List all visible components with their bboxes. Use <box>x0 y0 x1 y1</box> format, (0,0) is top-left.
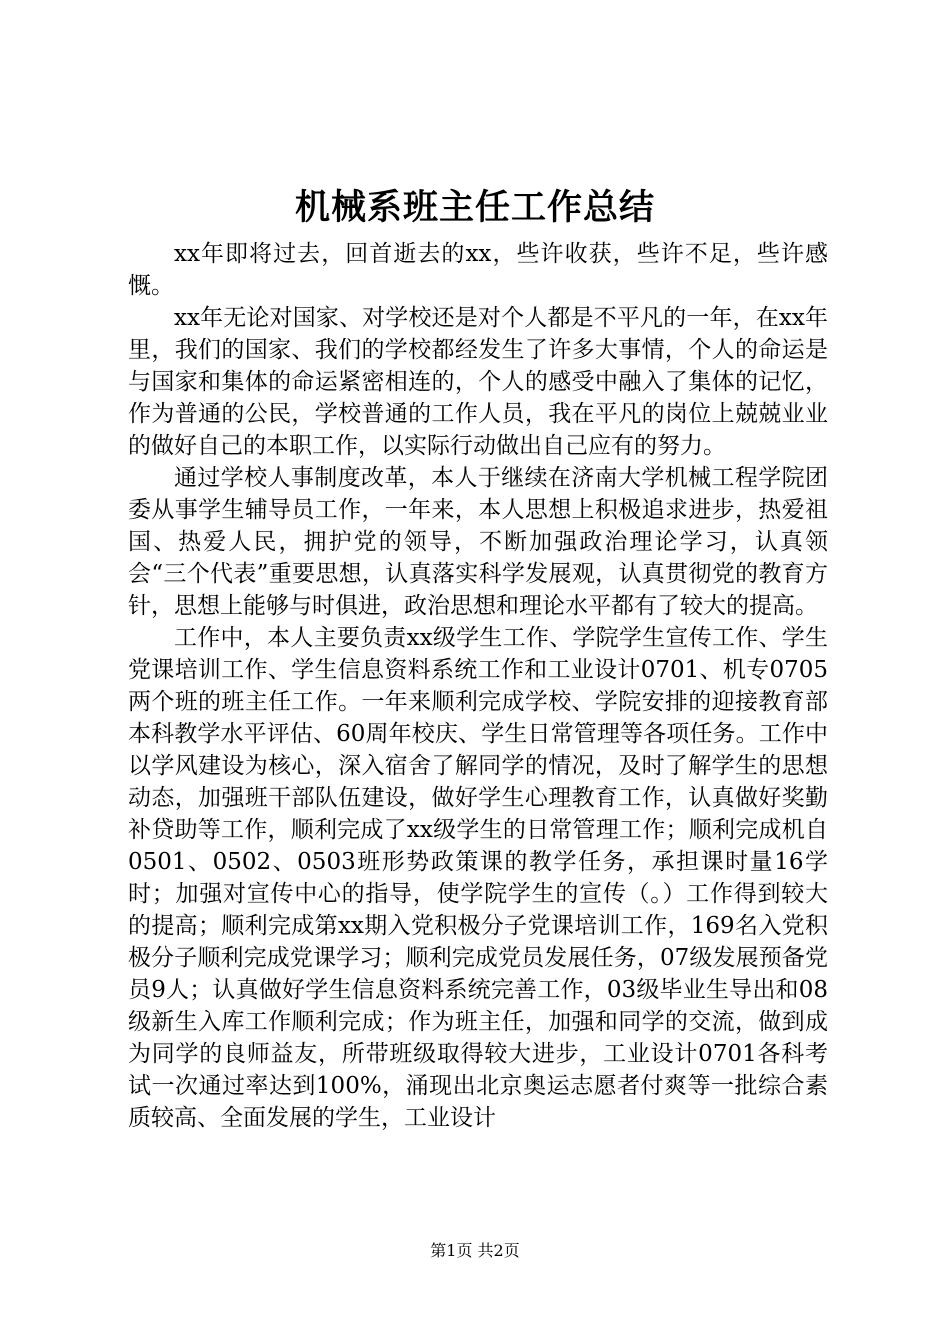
paragraph-3: 通过学校人事制度改革，本人于继续在济南大学机械工程学院团委从事学生辅导员工作，一年来，本人思想上积极追求进步，热爱祖国、热爱人民，拥护党的领导，不断加强政治理论学习，认真领会“三个代表”重要思想，认真落实科学发展观，认真贯彻党的教育方针，思想上能够与时俱进，政治思想和理论水平都有了较大的提高。 <box>128 465 828 619</box>
page-number-footer: 第1页 共2页 <box>430 1241 520 1260</box>
document-body <box>128 238 828 1134</box>
document-title: 机械系班主任工作总结 <box>294 188 655 228</box>
paragraph-4: 工作中，本人主要负责xx级学生工作、学院学生宣传工作、学生党课培训工作、学生信息资料系统工作和工业设计0701、机专0705两个班的班主任工作。一年来顺利完成学校、学院安排的迎接教育部本科教学水平评估、60周年校庆、学生日常管理等各项任务。工作中以学风建设为核心，深入宿舍了解同学的情况，及时了解学生的思想动态，加强班干部队伍建设，做好学生心理教育工作，认真做好奖勤补贷助等工作，顺利完成了xx级学生的日常管理工作；顺利完成机自0501、0502、0503班形势政策课的教学任务，承担课时量16学时；加强对宣传中心的指导，使学院学生的宣传（。）工作得到较大的提高；顺利完成第xx期入党积极分子党课培训工作，169名入党积极分子顺利完成党课学习；顺利完成党员发展任务，07级发展预备党员9人；认真做好学生信息资料系统完善工作，03级毕业生导出和08级新生入库工作顺利完成；作为班主任，加强和同学的交流，做到成为同学的良师益友，所带班级取得较大进步，工业设计0701各科考试一次通过率达到100%，涌现出北京奥运志愿者付爽等一批综合素质较高、全面发展的学生，工业设计 <box>128 625 828 1131</box>
paragraph-2: xx年无论对国家、对学校还是对个人都是不平凡的一年，在xx年里，我们的国家、我们的学校都经发生了许多大事情，个人的命运是与国家和集体的命运紧密相连的，个人的感受中融入了集体的记忆，作为普通的公民，学校普通的工作人员，我在平凡的岗位上兢兢业业的做好自己的本职工作，以实际行动做出自己应有的努力。 <box>128 305 828 459</box>
paragraph-1: xx年即将过去，回首逝去的xx，些许收获，些许不足，些许感慨。 <box>128 241 828 299</box>
